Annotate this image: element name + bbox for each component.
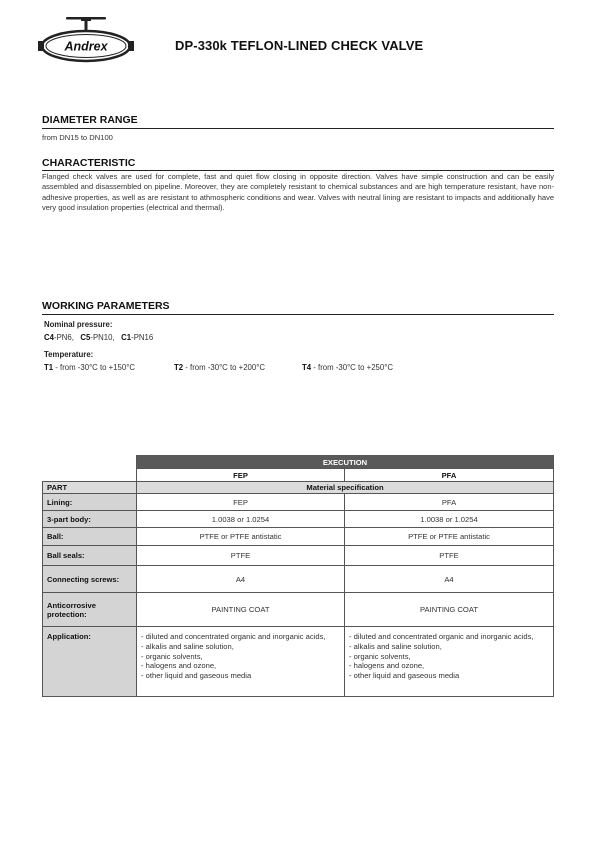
empty-corner-cell — [43, 456, 137, 469]
list-item: - diluted and concentrated organic and inorganic acids, — [141, 632, 326, 641]
logo-text: Andrex — [64, 39, 108, 54]
temperature-code: T1 — [44, 363, 54, 372]
empty-corner-cell — [43, 469, 137, 482]
pressure-code: C1 — [121, 333, 132, 342]
temperature-item — [174, 363, 265, 372]
diameter-range-heading: DIAMETER RANGE — [42, 114, 138, 126]
temperature-item — [44, 363, 135, 372]
column-header-pfa: PFA — [345, 469, 554, 482]
characteristic-heading: CHARACTERISTIC — [42, 157, 136, 169]
list-item: - alkalis and saline solution, — [141, 641, 234, 651]
row-label-body: 3-part body: — [43, 511, 137, 528]
diameter-range-text: from DN15 to DN100 — [42, 133, 113, 142]
pressure-code: C5 — [80, 333, 91, 342]
row-label-ball-seals: Ball seals: — [43, 546, 137, 566]
list-item: - halogens and ozone, — [349, 661, 425, 671]
table-row — [43, 593, 554, 627]
list-item: - halogens and ozone, — [141, 661, 217, 671]
list-item: - other liquid and gaseous media — [349, 671, 460, 681]
list-item: - diluted and concentrated organic and inorganic acids, — [349, 632, 534, 641]
cell-value: PAINTING COAT — [137, 593, 345, 627]
temperature-label: Temperature: — [44, 350, 94, 359]
working-parameters-heading: WORKING PARAMETERS — [42, 300, 170, 312]
list-item: - organic solvents, — [141, 651, 203, 661]
cell-value: A4 — [137, 566, 345, 593]
brand-logo — [36, 14, 136, 66]
row-label-anticorrosive: Anticorrosive protection: — [43, 593, 137, 627]
row-label-lining: Lining: — [43, 494, 137, 511]
cell-value: 1.0038 or 1.0254 — [345, 511, 554, 528]
temperature-values — [44, 363, 554, 375]
pressure-code: C4 — [44, 333, 54, 342]
pressure-value: -PN6, — [53, 333, 74, 342]
part-header: PART — [43, 482, 137, 494]
column-header-fep: FEP — [137, 469, 345, 482]
table-row — [43, 528, 554, 546]
temperature-code: T2 — [174, 363, 184, 372]
application-list — [349, 632, 549, 681]
application-cell-pfa — [345, 627, 554, 697]
row-label-application: Application: — [43, 627, 137, 697]
temperature-range: - from -30°C to +250°C — [311, 363, 393, 372]
characteristic-text: Flanged check valves are used for complete, fast and quiet flow closing in opposite direction. Valves have simple construction and can be easily assembled and disassembled on pipeline. Moreover, they are completely resistant to chemical substances and are high temperature resistant, have non-adhesive properties, as well as are resistant to athmospheric conditions and wear. Valves with neutral lining are resistant to impacts and additionally have very good insulation properties (electrical and thermal). — [42, 172, 554, 212]
material-spec-header: Material specification — [137, 482, 554, 494]
temperature-code: T4 — [302, 363, 312, 372]
table-row — [43, 511, 554, 528]
temperature-range: - from -30°C to +150°C — [53, 363, 135, 372]
cell-value: A4 — [345, 566, 554, 593]
table-row — [43, 494, 554, 511]
execution-header: EXECUTION — [137, 456, 554, 469]
column-header-row — [43, 469, 554, 482]
application-list — [141, 632, 340, 681]
cell-value: PTFE — [345, 546, 554, 566]
nominal-pressure-label: Nominal pressure: — [44, 320, 113, 329]
table-row — [43, 627, 554, 697]
pressure-value: -PN10, — [90, 333, 115, 342]
section-divider — [42, 128, 554, 129]
cell-value: PAINTING COAT — [345, 593, 554, 627]
section-divider — [42, 170, 554, 171]
andrex-logo-icon — [36, 14, 136, 66]
cell-value: PTFE or PTFE antistatic — [345, 528, 554, 546]
cell-value: PTFE — [137, 546, 345, 566]
table-row — [43, 546, 554, 566]
execution-header-row — [43, 456, 554, 469]
list-item: - alkalis and saline solution, — [349, 641, 442, 651]
row-label-ball: Ball: — [43, 528, 137, 546]
application-cell-fep — [137, 627, 345, 697]
row-label-connecting-screws: Connecting screws: — [43, 566, 137, 593]
document-title: DP-330k TEFLON-LINED CHECK VALVE — [175, 38, 424, 53]
list-item: - other liquid and gaseous media — [141, 671, 252, 681]
cell-value: PFA — [345, 494, 554, 511]
cell-value: FEP — [137, 494, 345, 511]
cell-value: 1.0038 or 1.0254 — [137, 511, 345, 528]
temperature-item — [302, 363, 393, 372]
temperature-range: - from -30°C to +200°C — [183, 363, 265, 372]
specification-table — [42, 455, 554, 697]
section-divider — [42, 314, 554, 315]
pressure-value: -PN16 — [131, 333, 154, 342]
table-row — [43, 566, 554, 593]
list-item: - organic solvents, — [349, 651, 411, 661]
cell-value: PTFE or PTFE antistatic — [137, 528, 345, 546]
part-header-row — [43, 482, 554, 494]
nominal-pressure-values — [44, 333, 153, 342]
